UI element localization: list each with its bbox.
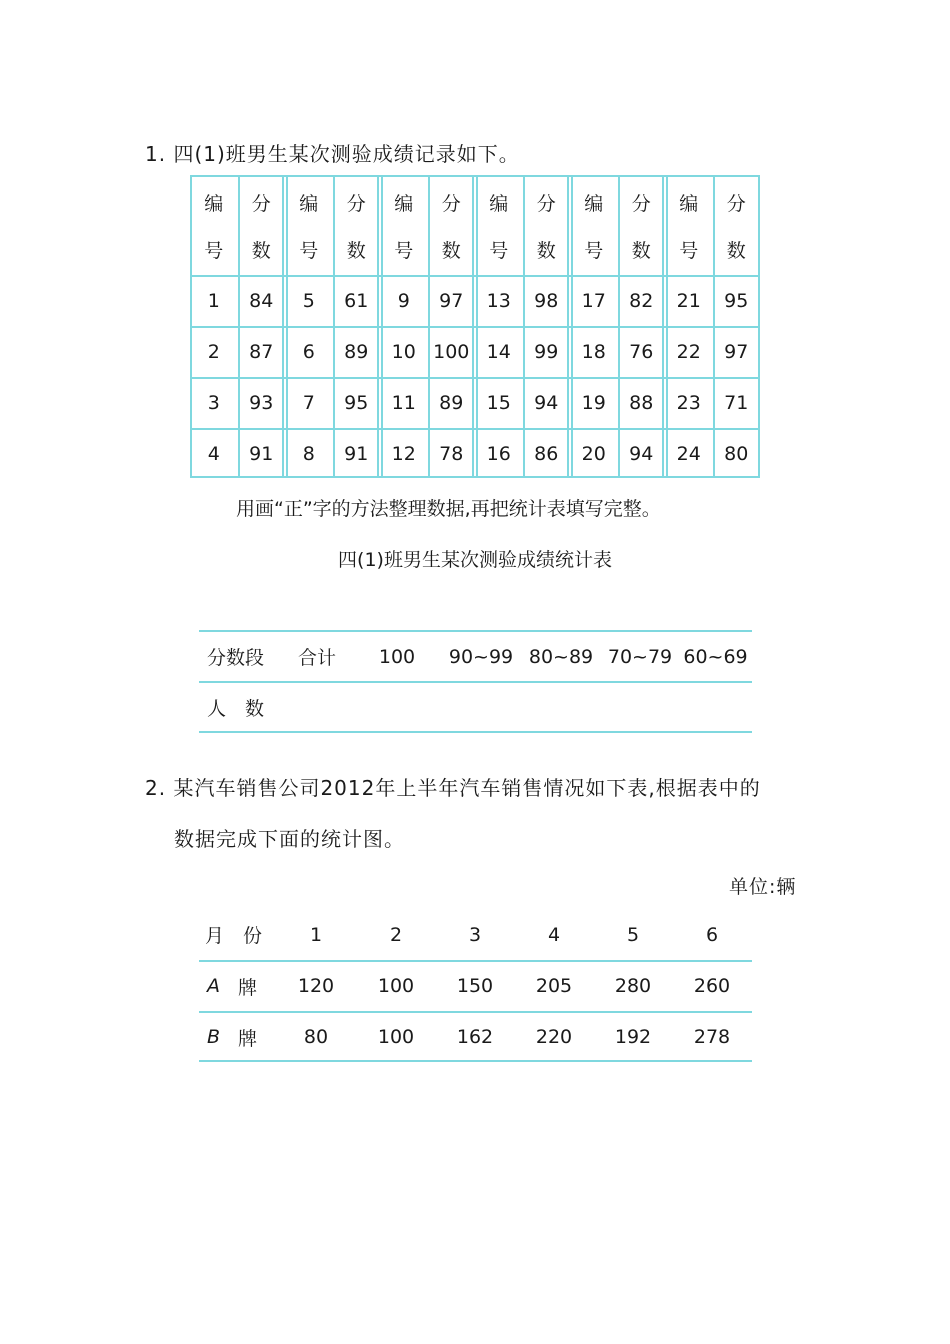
score-cell: 61 bbox=[344, 289, 369, 312]
stat-table-title: 四(1)班男生某次测验成绩统计表 bbox=[338, 549, 612, 571]
score-cell: 80 bbox=[724, 442, 749, 465]
q1-title: 四(1)班男生某次测验成绩记录如下。 bbox=[173, 142, 520, 166]
score-cell: 97 bbox=[439, 289, 464, 312]
header-char: 分 bbox=[441, 193, 461, 215]
student-id-cell: 9 bbox=[397, 289, 410, 312]
sales-value-cell: 280 bbox=[614, 975, 652, 997]
score-cell: 71 bbox=[724, 391, 749, 414]
brand-suffix: 牌 bbox=[238, 1027, 258, 1050]
header-id-cell bbox=[285, 175, 333, 275]
score-cell: 89 bbox=[439, 391, 464, 414]
brand-letter: A bbox=[207, 975, 220, 997]
header-char: 分 bbox=[536, 193, 556, 215]
sales-value-cell: 162 bbox=[456, 1026, 494, 1048]
header-char: 数 bbox=[346, 240, 366, 262]
header-char: 号 bbox=[584, 240, 604, 262]
score-cell: 94 bbox=[534, 391, 559, 414]
student-id-cell: 24 bbox=[676, 442, 701, 465]
q2-text-line1: 某汽车销售公司2012年上半年汽车销售情况如下表,根据表中的 bbox=[173, 776, 761, 800]
header-char: 编 bbox=[584, 193, 604, 215]
month-cell: 3 bbox=[468, 923, 482, 946]
student-id-cell: 16 bbox=[486, 442, 511, 465]
student-id-cell: 10 bbox=[391, 340, 416, 363]
header-char: 号 bbox=[679, 240, 699, 262]
student-id-cell: 22 bbox=[676, 340, 701, 363]
sales-value-cell: 120 bbox=[297, 975, 335, 997]
month-cell: 5 bbox=[626, 923, 640, 946]
q2-number: 2. bbox=[145, 776, 167, 800]
student-id-cell: 6 bbox=[302, 340, 315, 363]
student-id-cell: 11 bbox=[391, 391, 416, 414]
score-cell: 91 bbox=[249, 442, 274, 465]
q2-text-line2: 数据完成下面的统计图。 bbox=[174, 827, 405, 851]
score-cell: 76 bbox=[629, 340, 654, 363]
sales-value-cell: 80 bbox=[303, 1026, 329, 1048]
sales-value-cell: 205 bbox=[535, 975, 573, 997]
header-char: 分 bbox=[726, 193, 746, 215]
score-cell: 89 bbox=[344, 340, 369, 363]
header-score-cell bbox=[618, 175, 666, 275]
score-cell: 91 bbox=[344, 442, 369, 465]
student-id-cell: 18 bbox=[581, 340, 606, 363]
stat-header-cell: 60~69 bbox=[683, 645, 748, 668]
month-cell: 2 bbox=[389, 923, 403, 946]
student-id-cell: 5 bbox=[302, 289, 315, 312]
student-id-cell: 23 bbox=[676, 391, 701, 414]
header-char: 数 bbox=[631, 240, 651, 262]
header-char: 分 bbox=[251, 193, 271, 215]
header-score-cell bbox=[333, 175, 381, 275]
stat-header-cell: 100 bbox=[378, 645, 416, 668]
header-char: 号 bbox=[299, 240, 319, 262]
student-id-cell: 17 bbox=[581, 289, 606, 312]
student-id-cell: 4 bbox=[207, 442, 220, 465]
sales-value-cell: 220 bbox=[535, 1026, 573, 1048]
student-id-cell: 13 bbox=[486, 289, 511, 312]
stat-header-cell: 80~89 bbox=[528, 645, 594, 668]
header-char: 数 bbox=[251, 240, 271, 262]
header-char: 编 bbox=[394, 193, 414, 215]
brand-suffix: 牌 bbox=[238, 976, 258, 999]
month-cell: 6 bbox=[705, 923, 719, 946]
student-id-cell: 15 bbox=[486, 391, 511, 414]
student-id-cell: 3 bbox=[207, 391, 220, 414]
score-record-table bbox=[190, 175, 760, 478]
car-sales-table bbox=[199, 909, 752, 1062]
student-id-cell: 21 bbox=[676, 289, 701, 312]
header-char: 编 bbox=[489, 193, 509, 215]
header-char: 编 bbox=[204, 193, 224, 215]
header-id-cell bbox=[190, 175, 238, 275]
score-cell: 98 bbox=[534, 289, 559, 312]
student-id-cell: 1 bbox=[207, 289, 220, 312]
brand-label bbox=[207, 961, 287, 1011]
score-stat-table bbox=[199, 630, 752, 733]
header-char: 号 bbox=[489, 240, 509, 262]
score-cell: 82 bbox=[629, 289, 654, 312]
score-cell: 95 bbox=[344, 391, 369, 414]
student-id-cell: 7 bbox=[302, 391, 315, 414]
header-char: 数 bbox=[536, 240, 556, 262]
sales-value-cell: 192 bbox=[614, 1026, 652, 1048]
brand-label bbox=[207, 1012, 287, 1062]
student-id-cell: 19 bbox=[581, 391, 606, 414]
score-cell: 95 bbox=[724, 289, 749, 312]
score-cell: 78 bbox=[439, 442, 464, 465]
score-cell: 100 bbox=[433, 340, 470, 363]
header-id-cell bbox=[380, 175, 428, 275]
sales-value-cell: 260 bbox=[693, 975, 731, 997]
header-score-cell bbox=[523, 175, 571, 275]
header-char: 数 bbox=[726, 240, 746, 262]
q1-number: 1. bbox=[145, 142, 167, 166]
header-char: 分 bbox=[631, 193, 651, 215]
header-score-cell bbox=[428, 175, 476, 275]
stat-header-cell: 70~79 bbox=[607, 645, 673, 668]
header-score-cell bbox=[238, 175, 286, 275]
score-cell: 86 bbox=[534, 442, 559, 465]
month-cell: 1 bbox=[309, 923, 323, 946]
stat-header-cell: 合计 bbox=[297, 647, 336, 669]
month-cell: 4 bbox=[547, 923, 561, 946]
student-id-cell: 20 bbox=[581, 442, 606, 465]
score-cell: 99 bbox=[534, 340, 559, 363]
sales-value-cell: 100 bbox=[377, 1026, 415, 1048]
sales-value-cell: 278 bbox=[693, 1026, 731, 1048]
stat-header-cell: 90~99 bbox=[448, 645, 514, 668]
header-id-cell bbox=[665, 175, 713, 275]
student-id-cell: 8 bbox=[302, 442, 315, 465]
score-cell: 93 bbox=[249, 391, 274, 414]
score-cell: 97 bbox=[724, 340, 749, 363]
header-char: 编 bbox=[299, 193, 319, 215]
q1-heading bbox=[145, 138, 520, 167]
header-char: 号 bbox=[204, 240, 224, 262]
header-char: 号 bbox=[394, 240, 414, 262]
sales-value-cell: 150 bbox=[456, 975, 494, 997]
score-cell: 94 bbox=[629, 442, 654, 465]
header-score-cell bbox=[713, 175, 761, 275]
student-id-cell: 14 bbox=[486, 340, 511, 363]
score-cell: 87 bbox=[249, 340, 274, 363]
header-id-cell bbox=[475, 175, 523, 275]
student-id-cell: 2 bbox=[207, 340, 220, 363]
header-id-cell bbox=[570, 175, 618, 275]
score-cell: 88 bbox=[629, 391, 654, 414]
brand-letter: B bbox=[207, 1026, 221, 1048]
student-id-cell: 12 bbox=[391, 442, 416, 465]
month-label: 月 份 bbox=[205, 925, 263, 947]
score-cell: 84 bbox=[249, 289, 274, 312]
q1-instruction: 用画“正”字的方法整理数据,再把统计表填写完整。 bbox=[236, 498, 661, 520]
stat-row-label: 人 数 bbox=[207, 698, 265, 720]
sales-value-cell: 100 bbox=[377, 975, 415, 997]
q2-line1 bbox=[145, 772, 761, 801]
header-char: 编 bbox=[679, 193, 699, 215]
stat-header-cell: 分数段 bbox=[207, 647, 265, 669]
header-char: 数 bbox=[441, 240, 461, 262]
unit-label: 单位:辆 bbox=[729, 876, 797, 898]
header-char: 分 bbox=[346, 193, 366, 215]
